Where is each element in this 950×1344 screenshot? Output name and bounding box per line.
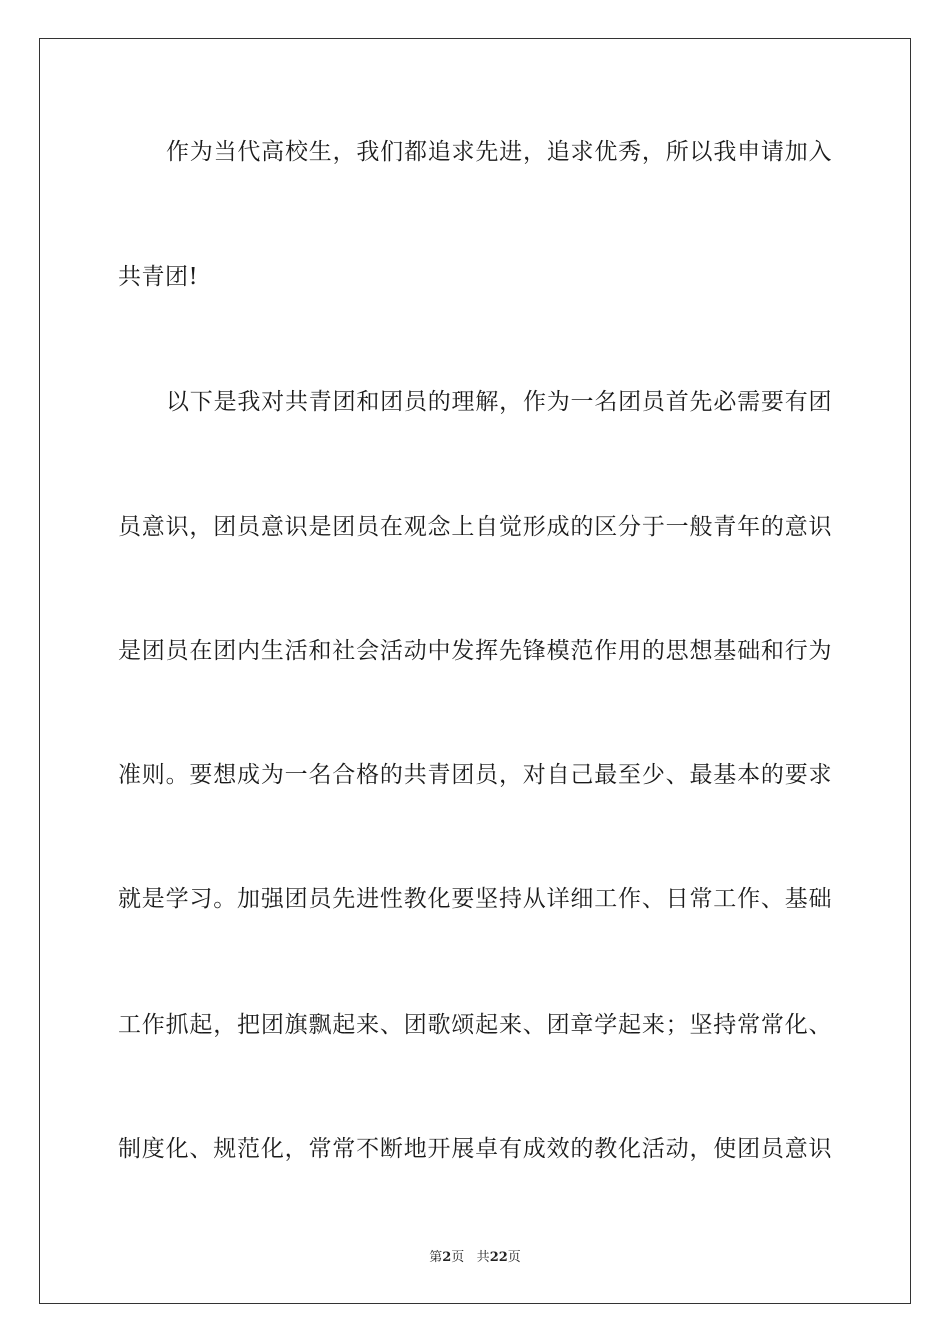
paragraph-1-line-2: 共青团! (118, 264, 199, 290)
footer-page-prefix: 第 (429, 1250, 443, 1265)
paragraph-2-line-7: 制度化、规范化，常常不断地开展卓有成效的教化活动，使团员意识 (118, 1136, 832, 1162)
paragraph-2-line-3: 是团员在团内生活和社会活动中发挥先锋模范作用的思想基础和行为 (118, 638, 832, 664)
page-border (39, 38, 911, 1304)
paragraph-1-line-1: 作为当代高校生，我们都追求先进，追求优秀，所以我申请加入 (166, 139, 832, 165)
paragraph-2-line-5: 就是学习。加强团员先进性教化要坚持从详细工作、日常工作、基础 (118, 886, 832, 912)
page-footer (0, 1249, 950, 1267)
paragraph-2-line-6: 工作抓起，把团旗飘起来、团歌颂起来、团章学起来；坚持常常化、 (118, 1012, 832, 1038)
paragraph-2-line-4: 准则。要想成为一名合格的共青团员，对自己最至少、最基本的要求 (118, 762, 832, 788)
paragraph-2-line-1: 以下是我对共青团和团员的理解，作为一名团员首先必需要有团 (166, 389, 832, 415)
footer-total-prefix: 共 (476, 1250, 490, 1265)
paragraph-2-line-2: 员意识，团员意识是团员在观念上自觉形成的区分于一般青年的意识 (118, 514, 832, 540)
footer-total-suffix: 页 (507, 1250, 521, 1265)
footer-total-pages: 22 (489, 1250, 508, 1265)
footer-page-suffix: 页 (451, 1250, 465, 1265)
footer-page-number: 2 (442, 1250, 452, 1265)
